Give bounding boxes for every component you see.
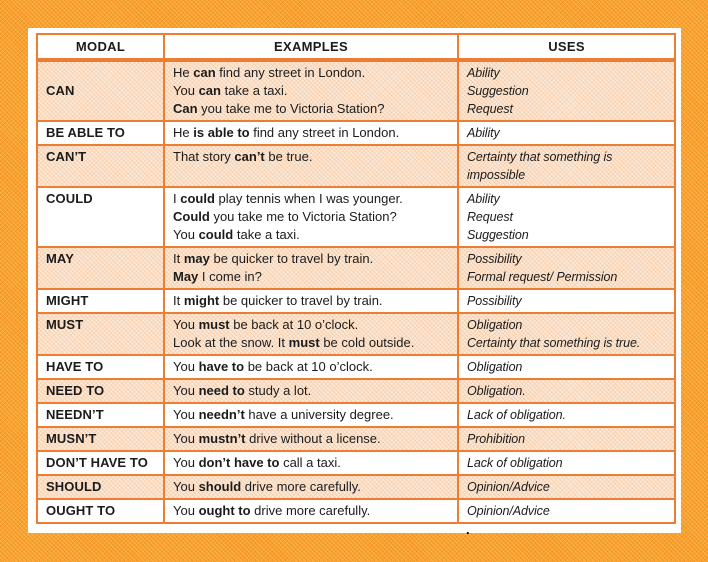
examples-cell bbox=[164, 247, 458, 289]
modal-verbs-table bbox=[36, 33, 676, 524]
examples-cell bbox=[164, 403, 458, 427]
uses-cell bbox=[458, 451, 675, 475]
examples-cell bbox=[164, 289, 458, 313]
example-line: You need to study a lot. bbox=[173, 383, 312, 398]
uses-cell bbox=[458, 475, 675, 499]
example-line: That story can’t be true. bbox=[173, 149, 313, 164]
table-header bbox=[37, 34, 675, 60]
modal-cell: SHOULD bbox=[37, 475, 164, 499]
example-line: You can take a taxi. bbox=[173, 83, 288, 98]
table-row bbox=[37, 427, 675, 451]
table-row bbox=[37, 145, 675, 187]
use-line: Possibility bbox=[467, 294, 522, 308]
modal-cell: DON’T HAVE TO bbox=[37, 451, 164, 475]
use-line: Opinion/Advice bbox=[467, 504, 550, 518]
use-line: Lack of obligation bbox=[467, 456, 563, 470]
modal-cell: NEEDN’T bbox=[37, 403, 164, 427]
examples-cell bbox=[164, 145, 458, 187]
uses-cell bbox=[458, 355, 675, 379]
modal-cell: CAN’T bbox=[37, 145, 164, 187]
example-line: Look at the snow. It must be cold outside. bbox=[173, 335, 415, 350]
examples-cell bbox=[164, 355, 458, 379]
use-line: Prohibition bbox=[467, 432, 525, 446]
examples-cell bbox=[164, 121, 458, 145]
table-row bbox=[37, 379, 675, 403]
use-line: Obligation bbox=[467, 360, 523, 374]
example-line: It might be quicker to travel by train. bbox=[173, 293, 383, 308]
modal-cell: HAVE TO bbox=[37, 355, 164, 379]
examples-cell bbox=[164, 60, 458, 121]
table-row bbox=[37, 289, 675, 313]
use-line: Suggestion bbox=[467, 84, 529, 98]
header-modal: MODAL bbox=[37, 34, 164, 60]
modal-cell: MAY bbox=[37, 247, 164, 289]
uses-cell bbox=[458, 499, 675, 523]
use-line: Request bbox=[467, 102, 513, 116]
uses-cell bbox=[458, 145, 675, 187]
example-line: You must be back at 10 o’clock. bbox=[173, 317, 359, 332]
use-line: Formal request/ Permission bbox=[467, 270, 618, 284]
example-line: He is able to find any street in London. bbox=[173, 125, 400, 140]
modal-cell: MUSN’T bbox=[37, 427, 164, 451]
modal-cell: MUST bbox=[37, 313, 164, 355]
uses-cell bbox=[458, 187, 675, 247]
modal-cell: OUGHT TO bbox=[37, 499, 164, 523]
table-row bbox=[37, 187, 675, 247]
table-row bbox=[37, 499, 675, 523]
modal-cell: MIGHT bbox=[37, 289, 164, 313]
use-line: Lack of obligation. bbox=[467, 408, 566, 422]
example-line: May I come in? bbox=[173, 269, 262, 284]
modal-cell: NEED TO bbox=[37, 379, 164, 403]
example-line: You don’t have to call a taxi. bbox=[173, 455, 341, 470]
examples-cell bbox=[164, 499, 458, 523]
table-row bbox=[37, 121, 675, 145]
use-line: Obligation. bbox=[467, 384, 526, 398]
header-uses: USES bbox=[458, 34, 675, 60]
examples-cell bbox=[164, 187, 458, 247]
example-line: You should drive more carefully. bbox=[173, 479, 361, 494]
use-line: Suggestion bbox=[467, 228, 529, 242]
header-row bbox=[37, 34, 675, 60]
example-line: You have to be back at 10 o’clock. bbox=[173, 359, 373, 374]
use-line: Ability bbox=[467, 192, 500, 206]
modal-cell: COULD bbox=[37, 187, 164, 247]
modal-cell: CAN bbox=[37, 60, 164, 121]
use-line: Ability bbox=[467, 126, 500, 140]
example-line: You mustn’t drive without a license. bbox=[173, 431, 381, 446]
table-row bbox=[37, 403, 675, 427]
examples-cell bbox=[164, 451, 458, 475]
examples-cell bbox=[164, 475, 458, 499]
table-panel bbox=[28, 28, 681, 533]
example-line: You needn’t have a university degree. bbox=[173, 407, 394, 422]
table-body bbox=[37, 60, 675, 523]
examples-cell bbox=[164, 379, 458, 403]
uses-cell bbox=[458, 403, 675, 427]
use-line: Obligation bbox=[467, 318, 523, 332]
use-line: Opinion/Advice bbox=[467, 480, 550, 494]
use-line: Possibility bbox=[467, 252, 522, 266]
use-line: Ability bbox=[467, 66, 500, 80]
uses-cell bbox=[458, 379, 675, 403]
stray-dot: . bbox=[466, 522, 470, 537]
uses-cell bbox=[458, 121, 675, 145]
example-line: He can find any street in London. bbox=[173, 65, 366, 80]
use-line: Request bbox=[467, 210, 513, 224]
uses-cell bbox=[458, 289, 675, 313]
example-line: It may be quicker to travel by train. bbox=[173, 251, 374, 266]
table-row bbox=[37, 355, 675, 379]
example-line: I could play tennis when I was younger. bbox=[173, 191, 403, 206]
examples-cell bbox=[164, 313, 458, 355]
example-line: You ought to drive more carefully. bbox=[173, 503, 371, 518]
table-row bbox=[37, 451, 675, 475]
uses-cell bbox=[458, 427, 675, 451]
example-line: You could take a taxi. bbox=[173, 227, 300, 242]
modal-cell: BE ABLE TO bbox=[37, 121, 164, 145]
table-row bbox=[37, 247, 675, 289]
examples-cell bbox=[164, 427, 458, 451]
use-line: Certainty that something is impossible bbox=[467, 150, 613, 182]
uses-cell bbox=[458, 60, 675, 121]
table-row bbox=[37, 475, 675, 499]
uses-cell bbox=[458, 313, 675, 355]
example-line: Can you take me to Victoria Station? bbox=[173, 101, 385, 116]
example-line: Could you take me to Victoria Station? bbox=[173, 209, 397, 224]
use-line: Certainty that something is true. bbox=[467, 336, 641, 350]
uses-cell bbox=[458, 247, 675, 289]
table-row bbox=[37, 313, 675, 355]
table-row bbox=[37, 60, 675, 121]
header-examples: EXAMPLES bbox=[164, 34, 458, 60]
